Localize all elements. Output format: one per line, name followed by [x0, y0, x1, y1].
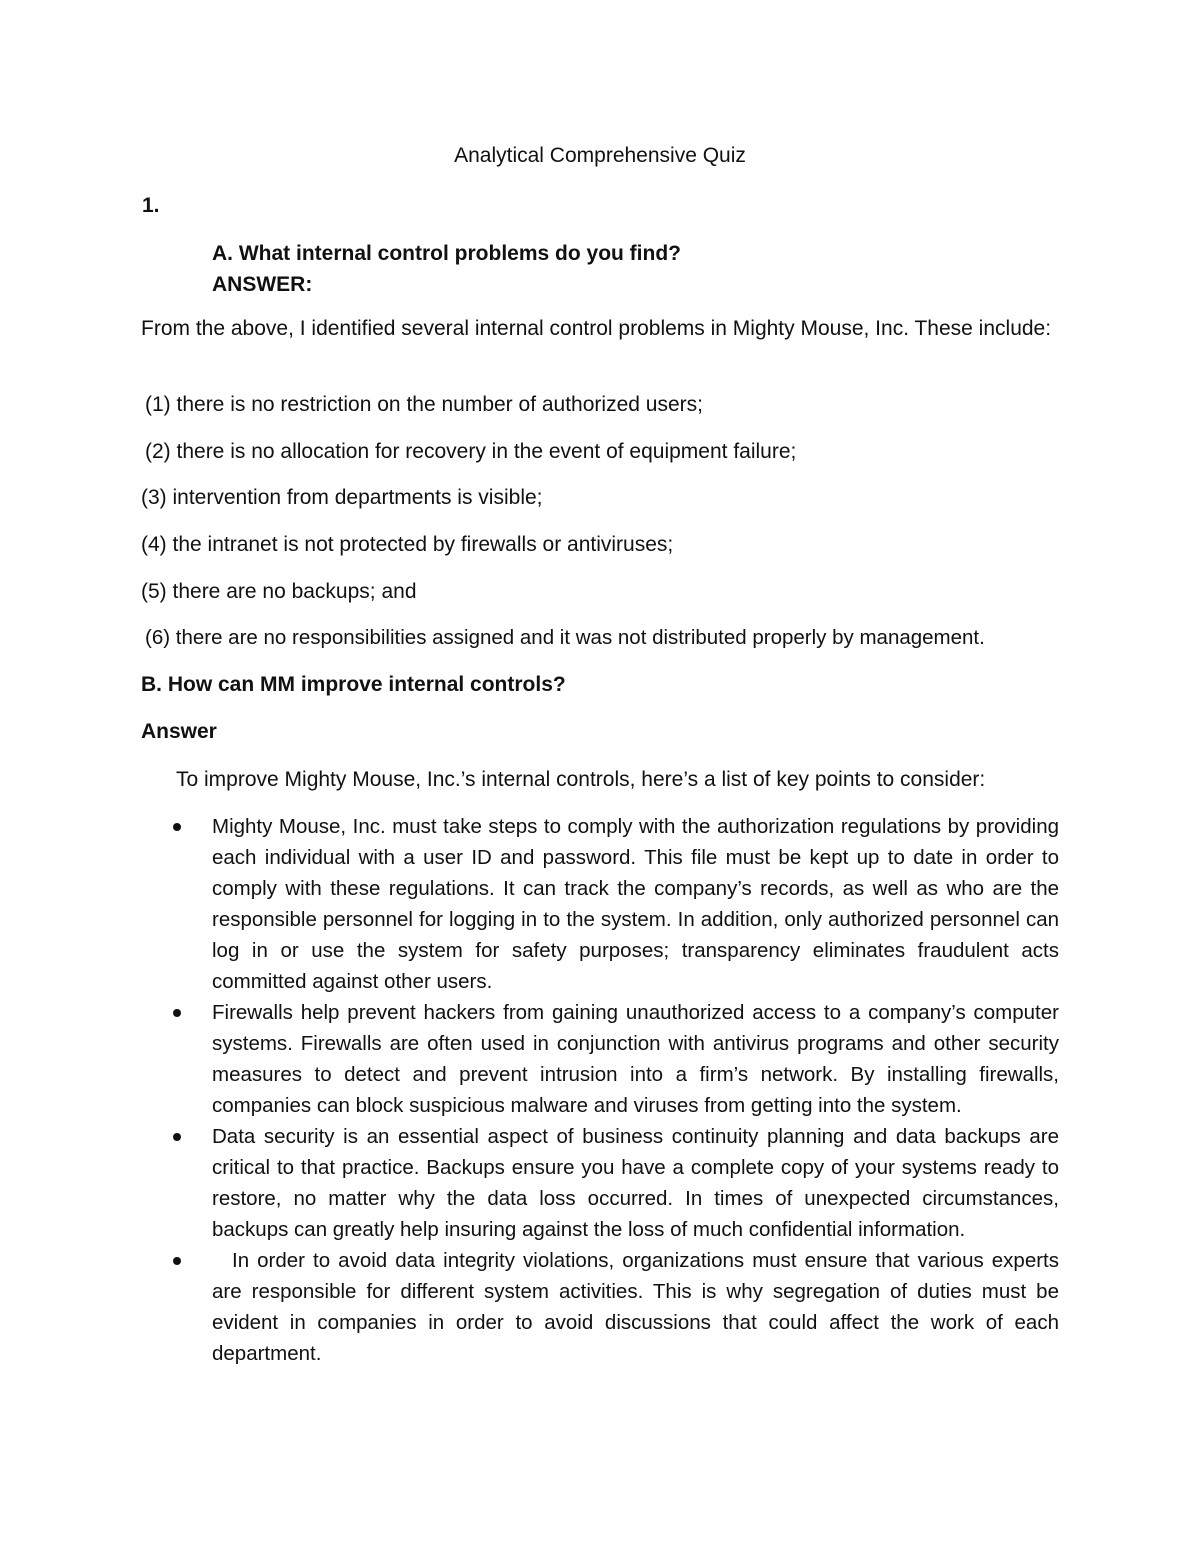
list-item-text: Firewalls help prevent hackers from gaining unauthorized access to a company’s computer systems. Firewalls are often used in conjunction with antivirus programs and other security measures to detect and prevent intrusion into a firm’s network. By installing firewalls, companies can block suspicious malware and viruses from getting into the system. — [212, 1001, 1059, 1117]
bullet-icon — [173, 1133, 181, 1141]
part-a-answer-label: ANSWER: — [212, 273, 313, 296]
list-item — [212, 811, 1059, 997]
list-item — [212, 1245, 1059, 1369]
page-title: Analytical Comprehensive Quiz — [454, 144, 746, 167]
list-item — [212, 997, 1059, 1121]
question-number: 1. — [142, 194, 160, 217]
part-a-header — [212, 238, 681, 300]
part-b-answer-label: Answer — [141, 720, 217, 743]
list-item — [212, 1121, 1059, 1245]
problem-item: (5) there are no backups; and — [141, 580, 417, 603]
bullet-icon — [173, 823, 181, 831]
bullet-icon — [173, 1257, 181, 1265]
problem-item: (3) intervention from departments is visible; — [141, 486, 543, 509]
problem-item: (2) there is no allocation for recovery in the event of equipment failure; — [145, 440, 797, 463]
problem-item: (4) the intranet is not protected by firewalls or antiviruses; — [141, 533, 674, 556]
problem-item: (6) there are no responsibilities assigned and it was not distributed properly by management. — [145, 626, 985, 649]
bullet-icon — [173, 1009, 181, 1017]
list-item-text: Mighty Mouse, Inc. must take steps to comply with the authorization regulations by providing each individual with a user ID and password. This file must be kept up to date in order to comply with these regulations. It can track the company’s records, as well as who are the responsible personnel for logging in to the system. In addition, only authorized personnel can log in or use the system for safety purposes; transparency eliminates fraudulent acts committed against other users. — [212, 815, 1059, 993]
problem-item: (1) there is no restriction on the number of authorized users; — [145, 393, 703, 416]
part-a-question: A. What internal control problems do you find? — [212, 242, 681, 265]
list-item-text: Data security is an essential aspect of business continuity planning and data backups are critical to that practice. Backups ensure you have a complete copy of your systems ready to restore, no matter why the data loss occurred. In times of unexpected circumstances, backups can greatly help insuring against the loss of much confidential information. — [212, 1125, 1059, 1241]
part-b-lead: To improve Mighty Mouse, Inc.’s internal controls, here’s a list of key points to consider: — [176, 768, 986, 791]
part-a-intro: From the above, I identified several internal control problems in Mighty Mouse, Inc. These include: — [141, 317, 1052, 340]
list-item-text: In order to avoid data integrity violations, organizations must ensure that various experts are responsible for different system activities. This is why segregation of duties must be evident in companies in order to avoid discussions that could affect the work of each department. — [212, 1249, 1059, 1365]
improvement-list — [212, 811, 1059, 1369]
part-b-question: B. How can MM improve internal controls? — [141, 673, 566, 696]
